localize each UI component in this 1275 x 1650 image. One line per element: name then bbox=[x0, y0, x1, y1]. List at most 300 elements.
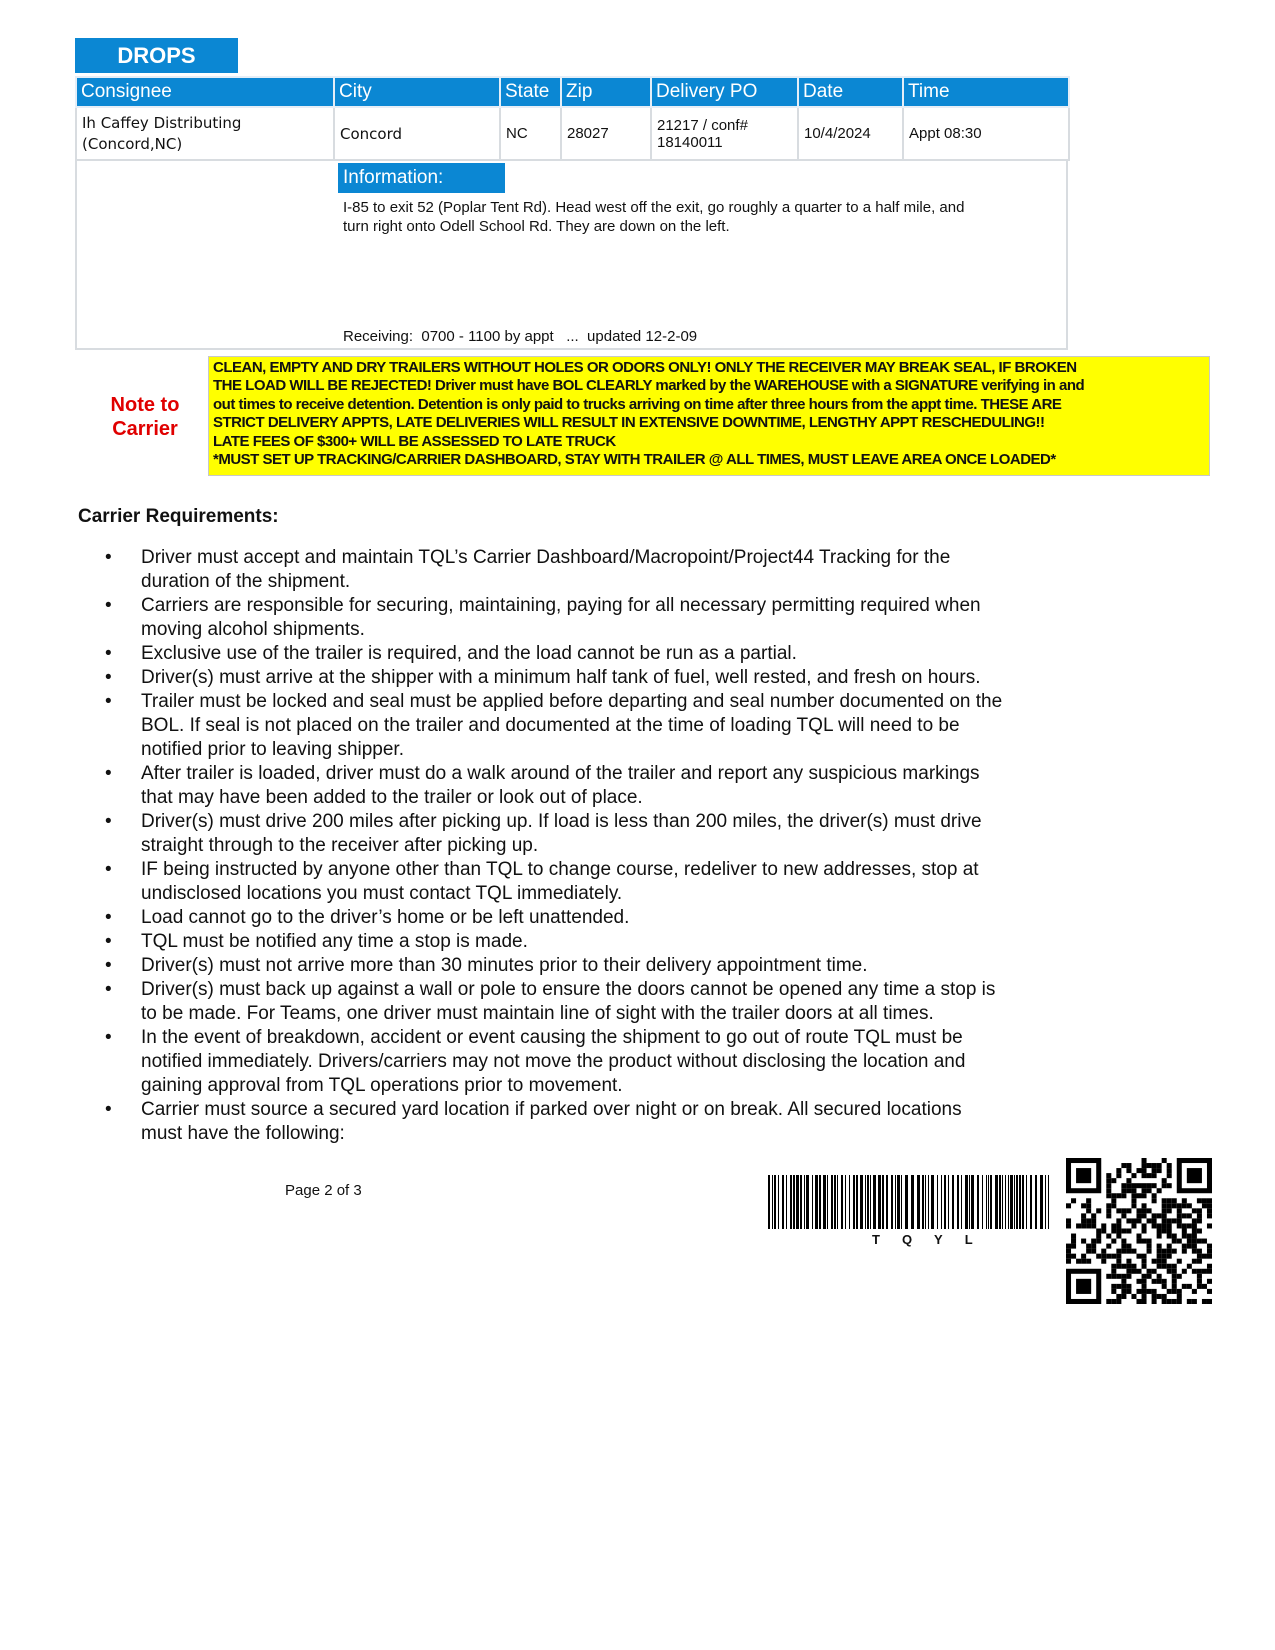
barcode-bar bbox=[867, 1175, 869, 1229]
barcode-bar bbox=[931, 1175, 934, 1229]
qr-module bbox=[1136, 1254, 1141, 1259]
qr-module bbox=[1136, 1289, 1141, 1294]
note-line: LATE FEES OF $300+ WILL BE ASSESSED TO LATE TRUCK bbox=[213, 432, 616, 450]
requirement-line: After trailer is loaded, driver must do a walk around of the trailer and report any suspicious markings bbox=[141, 763, 980, 784]
time-cell: Appt 08:30 bbox=[903, 107, 1069, 160]
barcode-bar bbox=[999, 1175, 1001, 1229]
barcode-bar bbox=[988, 1175, 989, 1229]
qr-module bbox=[1162, 1254, 1167, 1259]
qr-module bbox=[1192, 1228, 1197, 1233]
qr-module bbox=[1101, 1223, 1106, 1228]
qr-module bbox=[1066, 1203, 1071, 1208]
bullet-icon: • bbox=[105, 643, 112, 664]
barcode-bar bbox=[834, 1175, 836, 1229]
qr-module bbox=[1167, 1168, 1172, 1173]
qr-module bbox=[1142, 1208, 1147, 1213]
qr-module bbox=[1157, 1163, 1162, 1168]
qr-module bbox=[1126, 1163, 1131, 1168]
qr-module bbox=[1197, 1249, 1202, 1254]
qr-module bbox=[1131, 1183, 1136, 1188]
col-header-date: Date bbox=[798, 77, 903, 107]
requirement-item bbox=[100, 954, 1090, 978]
qr-module bbox=[1142, 1163, 1147, 1168]
qr-module bbox=[1111, 1289, 1116, 1294]
barcode-bar bbox=[768, 1175, 770, 1229]
consignee-name: Ih Caffey Distributing bbox=[82, 113, 242, 132]
barcode-bar bbox=[937, 1175, 938, 1229]
qr-module bbox=[1207, 1213, 1212, 1218]
barcode-bar bbox=[995, 1175, 998, 1229]
qr-module bbox=[1202, 1203, 1207, 1208]
qr-module bbox=[1136, 1299, 1141, 1304]
qr-module bbox=[1147, 1163, 1152, 1168]
qr-module bbox=[1167, 1234, 1172, 1239]
qr-module bbox=[1131, 1264, 1136, 1269]
qr-module bbox=[1126, 1183, 1131, 1188]
qr-module bbox=[1116, 1264, 1121, 1269]
barcode-image bbox=[768, 1175, 1058, 1231]
delivery-po-cell bbox=[651, 107, 798, 160]
qr-module bbox=[1172, 1264, 1177, 1269]
carrier-requirements-title: Carrier Requirements: bbox=[78, 506, 279, 527]
qr-module bbox=[1167, 1244, 1172, 1249]
information-box bbox=[75, 161, 1068, 350]
qr-module bbox=[1096, 1234, 1101, 1239]
requirement-line: notified immediately. Drivers/carriers may not move the product without disclosing the location and bbox=[141, 1051, 966, 1072]
requirement-line: Driver must accept and maintain TQL’s Carrier Dashboard/Macropoint/Project44 Tracking for the bbox=[141, 547, 951, 568]
qr-module bbox=[1126, 1244, 1131, 1249]
qr-module bbox=[1126, 1289, 1131, 1294]
qr-module bbox=[1192, 1299, 1197, 1304]
table-row bbox=[76, 107, 1069, 160]
qr-module bbox=[1147, 1244, 1152, 1249]
qr-module bbox=[1182, 1234, 1187, 1239]
barcode-bar bbox=[845, 1175, 846, 1229]
qr-module bbox=[1111, 1299, 1116, 1304]
qr-module bbox=[1116, 1193, 1121, 1198]
qr-module bbox=[1106, 1173, 1111, 1178]
qr-module bbox=[1147, 1208, 1152, 1213]
note-line: *MUST SET UP TRACKING/CARRIER DASHBOARD, STAY WITH TRAILER @ ALL TIMES, MUST LEAVE AREA ONCE LOADED* bbox=[213, 451, 1056, 469]
bullet-icon: • bbox=[105, 763, 112, 784]
qr-module bbox=[1177, 1239, 1182, 1244]
information-header: Information: bbox=[338, 163, 505, 193]
requirement-item bbox=[100, 690, 1090, 762]
barcode-bar bbox=[860, 1175, 863, 1229]
requirement-item bbox=[100, 1026, 1090, 1098]
qr-module bbox=[1076, 1259, 1081, 1264]
barcode-bar bbox=[1002, 1175, 1003, 1229]
barcode-bar bbox=[1022, 1175, 1024, 1229]
qr-module bbox=[1091, 1239, 1096, 1244]
qr-module bbox=[1162, 1279, 1167, 1284]
qr-module bbox=[1106, 1203, 1111, 1208]
qr-module bbox=[1086, 1198, 1091, 1203]
qr-module bbox=[1111, 1274, 1116, 1279]
barcode-bar bbox=[790, 1175, 792, 1229]
barcode-bar bbox=[1045, 1175, 1046, 1229]
bullet-icon: • bbox=[105, 1027, 112, 1048]
qr-module bbox=[1162, 1264, 1167, 1269]
delivery-po-line1: 21217 / conf# bbox=[657, 116, 748, 134]
requirement-line: Carrier must source a secured yard location if parked over night or on break. All secured locations bbox=[141, 1099, 962, 1120]
qr-module bbox=[1147, 1289, 1152, 1294]
qr-module bbox=[1126, 1218, 1131, 1223]
qr-module bbox=[1091, 1218, 1096, 1223]
qr-module bbox=[1207, 1289, 1212, 1294]
barcode-bar bbox=[882, 1175, 884, 1229]
qr-module bbox=[1086, 1223, 1091, 1228]
requirement-line: duration of the shipment. bbox=[141, 571, 351, 592]
barcode-bar bbox=[772, 1175, 773, 1229]
qr-module bbox=[1207, 1254, 1212, 1259]
qr-module bbox=[1197, 1228, 1202, 1233]
qr-module bbox=[1121, 1183, 1126, 1188]
qr-module bbox=[1111, 1239, 1116, 1244]
qr-module bbox=[1172, 1279, 1177, 1284]
barcode-bar bbox=[827, 1175, 828, 1229]
qr-module bbox=[1187, 1299, 1192, 1304]
barcode-bar bbox=[793, 1175, 795, 1229]
barcode-bar bbox=[901, 1175, 902, 1229]
barcode-bar bbox=[905, 1175, 908, 1229]
qr-module bbox=[1116, 1254, 1121, 1259]
qr-module bbox=[1182, 1249, 1187, 1254]
qr-module bbox=[1081, 1223, 1086, 1228]
barcode-bar bbox=[812, 1175, 813, 1229]
qr-module bbox=[1081, 1254, 1086, 1259]
qr-module bbox=[1126, 1188, 1131, 1193]
barcode-bar bbox=[986, 1175, 987, 1229]
qr-module bbox=[1136, 1168, 1141, 1173]
requirement-line: gaining approval from TQL operations prior to movement. bbox=[141, 1075, 623, 1096]
qr-module bbox=[1101, 1254, 1106, 1259]
barcode-bar bbox=[957, 1175, 959, 1229]
requirement-line: undisclosed locations you must contact TQL immediately. bbox=[141, 883, 623, 904]
qr-module bbox=[1142, 1289, 1147, 1294]
qr-module bbox=[1142, 1188, 1147, 1193]
barcode-bar bbox=[819, 1175, 821, 1229]
qr-module bbox=[1172, 1284, 1177, 1289]
qr-module bbox=[1121, 1244, 1126, 1249]
qr-module bbox=[1157, 1168, 1162, 1173]
qr-module bbox=[1116, 1218, 1121, 1223]
qr-module bbox=[1142, 1284, 1147, 1289]
barcode-bar bbox=[1014, 1175, 1015, 1229]
qr-module bbox=[1136, 1193, 1141, 1198]
qr-module bbox=[1202, 1254, 1207, 1259]
qr-module bbox=[1182, 1269, 1187, 1274]
barcode-bar bbox=[815, 1175, 818, 1229]
qr-module bbox=[1167, 1198, 1172, 1203]
qr-module bbox=[1121, 1188, 1126, 1193]
note-line: out times to receive detention. Detention is only paid to trucks arriving on time after three hours from the appt time. THESE ARE bbox=[213, 395, 1062, 413]
qr-module bbox=[1157, 1244, 1162, 1249]
qr-module bbox=[1187, 1284, 1192, 1289]
qr-module bbox=[1136, 1183, 1141, 1188]
qr-module bbox=[1172, 1198, 1177, 1203]
requirement-line: to be made. For Teams, one driver must maintain line of sight with the trailer doors at all times. bbox=[141, 1003, 934, 1024]
note-to-carrier-label bbox=[95, 393, 195, 441]
qr-module bbox=[1111, 1193, 1116, 1198]
qr-module bbox=[1121, 1289, 1126, 1294]
requirement-item bbox=[100, 930, 1090, 954]
bullet-icon: • bbox=[105, 859, 112, 880]
barcode-bar bbox=[982, 1175, 983, 1229]
qr-module bbox=[1131, 1294, 1136, 1299]
qr-module bbox=[1207, 1249, 1212, 1254]
qr-module bbox=[1136, 1218, 1141, 1223]
qr-module bbox=[1152, 1173, 1157, 1178]
qr-module bbox=[1116, 1274, 1121, 1279]
zip-cell: 28027 bbox=[561, 107, 651, 160]
qr-module bbox=[1147, 1269, 1152, 1274]
qr-module bbox=[1157, 1223, 1162, 1228]
qr-module bbox=[1207, 1244, 1212, 1249]
note-to-carrier-box bbox=[208, 356, 1210, 476]
barcode-bar bbox=[917, 1175, 920, 1229]
qr-module bbox=[1121, 1228, 1126, 1233]
barcode-bar bbox=[1005, 1175, 1006, 1229]
barcode-bar bbox=[1048, 1175, 1049, 1229]
qr-module bbox=[1152, 1183, 1157, 1188]
qr-module bbox=[1142, 1228, 1147, 1233]
qr-module bbox=[1167, 1203, 1172, 1208]
qr-module bbox=[1076, 1223, 1081, 1228]
barcode-bar bbox=[948, 1175, 949, 1229]
bullet-icon: • bbox=[105, 811, 112, 832]
requirement-line: must have the following: bbox=[141, 1123, 345, 1144]
qr-module bbox=[1126, 1269, 1131, 1274]
qr-module bbox=[1162, 1178, 1167, 1183]
requirement-line: Trailer must be locked and seal must be applied before departing and seal number documented on the bbox=[141, 691, 1003, 712]
qr-module bbox=[1111, 1223, 1116, 1228]
qr-module bbox=[1116, 1259, 1121, 1264]
barcode-bar bbox=[800, 1175, 802, 1229]
qr-finder bbox=[1187, 1168, 1202, 1183]
qr-module bbox=[1136, 1213, 1141, 1218]
consignee-cell bbox=[76, 107, 334, 160]
qr-module bbox=[1192, 1218, 1197, 1223]
requirement-item bbox=[100, 762, 1090, 810]
date-cell: 10/4/2024 bbox=[798, 107, 903, 160]
qr-module bbox=[1177, 1213, 1182, 1218]
barcode-bar bbox=[778, 1175, 779, 1229]
requirement-line: Load cannot go to the driver’s home or be left unattended. bbox=[141, 907, 630, 928]
barcode-bar bbox=[1010, 1175, 1013, 1229]
qr-module bbox=[1106, 1178, 1111, 1183]
qr-module bbox=[1142, 1264, 1147, 1269]
barcode-bar bbox=[856, 1175, 858, 1229]
qr-module bbox=[1162, 1203, 1167, 1208]
qr-module bbox=[1162, 1294, 1167, 1299]
barcode-bar bbox=[837, 1175, 838, 1229]
qr-module bbox=[1147, 1218, 1152, 1223]
drops-table bbox=[75, 76, 1070, 161]
qr-module bbox=[1121, 1213, 1126, 1218]
qr-module bbox=[1162, 1249, 1167, 1254]
requirement-item bbox=[100, 978, 1090, 1026]
qr-module bbox=[1207, 1279, 1212, 1284]
qr-module bbox=[1142, 1239, 1147, 1244]
qr-module bbox=[1207, 1223, 1212, 1228]
qr-module bbox=[1167, 1299, 1172, 1304]
qr-module bbox=[1177, 1299, 1182, 1304]
barcode-bar bbox=[870, 1175, 871, 1229]
qr-module bbox=[1081, 1203, 1086, 1208]
qr-module bbox=[1116, 1223, 1121, 1228]
qr-module bbox=[1096, 1228, 1101, 1233]
bullet-icon: • bbox=[105, 979, 112, 1000]
barcode-bar bbox=[886, 1175, 888, 1229]
qr-module bbox=[1106, 1208, 1111, 1213]
qr-module bbox=[1106, 1274, 1111, 1279]
qr-module bbox=[1142, 1294, 1147, 1299]
bullet-icon: • bbox=[105, 547, 112, 568]
qr-module bbox=[1157, 1228, 1162, 1233]
qr-module bbox=[1142, 1213, 1147, 1218]
qr-module bbox=[1066, 1223, 1071, 1228]
qr-module bbox=[1172, 1249, 1177, 1254]
qr-module bbox=[1167, 1163, 1172, 1168]
qr-module bbox=[1116, 1249, 1121, 1254]
qr-module bbox=[1101, 1228, 1106, 1233]
qr-module bbox=[1106, 1188, 1111, 1193]
requirement-line: Driver(s) must back up against a wall or pole to ensure the doors cannot be opened any time a stop is bbox=[141, 979, 996, 1000]
barcode-bar bbox=[1040, 1175, 1043, 1229]
qr-module bbox=[1111, 1203, 1116, 1208]
qr-code-image bbox=[1066, 1158, 1212, 1304]
qr-module bbox=[1066, 1244, 1071, 1249]
qr-module bbox=[1177, 1223, 1182, 1228]
qr-module bbox=[1147, 1173, 1152, 1178]
qr-module bbox=[1152, 1198, 1157, 1203]
barcode-bar bbox=[1019, 1175, 1021, 1229]
qr-module bbox=[1152, 1213, 1157, 1218]
qr-module bbox=[1116, 1228, 1121, 1233]
qr-module bbox=[1147, 1183, 1152, 1188]
qr-module bbox=[1121, 1274, 1126, 1279]
qr-module bbox=[1177, 1259, 1182, 1264]
qr-module bbox=[1126, 1208, 1131, 1213]
qr-module bbox=[1192, 1249, 1197, 1254]
barcode-bar bbox=[831, 1175, 833, 1229]
barcode-bar bbox=[796, 1175, 799, 1229]
barcode-bar bbox=[1030, 1175, 1032, 1229]
qr-module bbox=[1152, 1259, 1157, 1264]
requirement-line: BOL. If seal is not placed on the trailer and documented at the time of loading TQL will need to be bbox=[141, 715, 960, 736]
qr-module bbox=[1071, 1234, 1076, 1239]
qr-module bbox=[1091, 1213, 1096, 1218]
qr-module bbox=[1136, 1208, 1141, 1213]
qr-module bbox=[1116, 1168, 1121, 1173]
qr-module bbox=[1162, 1299, 1167, 1304]
qr-module bbox=[1187, 1244, 1192, 1249]
qr-module bbox=[1116, 1234, 1121, 1239]
barcode-bar bbox=[897, 1175, 900, 1229]
barcode-bar bbox=[1016, 1175, 1018, 1229]
bullet-icon: • bbox=[105, 1099, 112, 1120]
qr-module bbox=[1086, 1208, 1091, 1213]
qr-module bbox=[1197, 1213, 1202, 1218]
qr-module bbox=[1121, 1284, 1126, 1289]
qr-module bbox=[1167, 1228, 1172, 1233]
qr-module bbox=[1121, 1294, 1126, 1299]
barcode-bar bbox=[774, 1175, 776, 1229]
qr-module bbox=[1167, 1289, 1172, 1294]
qr-module bbox=[1086, 1244, 1091, 1249]
qr-module bbox=[1207, 1264, 1212, 1269]
requirement-line: Carriers are responsible for securing, maintaining, paying for all necessary permitting required when bbox=[141, 595, 981, 616]
qr-module bbox=[1172, 1269, 1177, 1274]
qr-module bbox=[1202, 1239, 1207, 1244]
qr-module bbox=[1192, 1269, 1197, 1274]
qr-module bbox=[1162, 1259, 1167, 1264]
qr-module bbox=[1167, 1269, 1172, 1274]
barcode-bar bbox=[1035, 1175, 1037, 1229]
qr-module bbox=[1086, 1203, 1091, 1208]
qr-module bbox=[1177, 1208, 1182, 1213]
qr-module bbox=[1142, 1183, 1147, 1188]
qr-module bbox=[1101, 1259, 1106, 1264]
note-line: THE LOAD WILL BE REJECTED! Driver must have BOL CLEARLY marked by the WAREHOUSE with a SIGNATURE verifying in and bbox=[213, 377, 1085, 395]
qr-module bbox=[1131, 1193, 1136, 1198]
qr-module bbox=[1192, 1223, 1197, 1228]
qr-module bbox=[1136, 1234, 1141, 1239]
requirement-item bbox=[100, 810, 1090, 858]
qr-module bbox=[1202, 1198, 1207, 1203]
col-header-delivery-po: Delivery PO bbox=[651, 77, 798, 107]
requirement-line: Driver(s) must not arrive more than 30 minutes prior to their delivery appointment time. bbox=[141, 955, 868, 976]
qr-module bbox=[1172, 1203, 1177, 1208]
qr-module bbox=[1197, 1239, 1202, 1244]
barcode-bar bbox=[969, 1175, 970, 1229]
qr-module bbox=[1071, 1254, 1076, 1259]
col-header-time: Time bbox=[903, 77, 1069, 107]
qr-module bbox=[1162, 1223, 1167, 1228]
requirement-item bbox=[100, 1098, 1090, 1146]
qr-finder bbox=[1076, 1279, 1091, 1294]
barcode-bar bbox=[952, 1175, 954, 1229]
page-number: Page 2 of 3 bbox=[285, 1182, 362, 1199]
barcode-text: TQYL bbox=[872, 1232, 995, 1247]
qr-module bbox=[1152, 1289, 1157, 1294]
qr-module bbox=[1182, 1244, 1187, 1249]
qr-module bbox=[1187, 1264, 1192, 1269]
qr-module bbox=[1192, 1289, 1197, 1294]
barcode-bar bbox=[928, 1175, 929, 1229]
col-header-city: City bbox=[334, 77, 500, 107]
qr-module bbox=[1157, 1279, 1162, 1284]
qr-module bbox=[1121, 1249, 1126, 1254]
qr-module bbox=[1066, 1254, 1071, 1259]
qr-module bbox=[1192, 1239, 1197, 1244]
qr-module bbox=[1142, 1254, 1147, 1259]
qr-module bbox=[1081, 1218, 1086, 1223]
qr-module bbox=[1152, 1279, 1157, 1284]
qr-module bbox=[1152, 1163, 1157, 1168]
qr-module bbox=[1177, 1218, 1182, 1223]
requirement-line: straight through to the receiver after picking up. bbox=[141, 835, 539, 856]
requirement-line: moving alcohol shipments. bbox=[141, 619, 365, 640]
qr-module bbox=[1106, 1244, 1111, 1249]
qr-module bbox=[1071, 1239, 1076, 1244]
qr-module bbox=[1111, 1198, 1116, 1203]
carrier-requirements-list bbox=[100, 546, 1090, 1146]
bullet-icon: • bbox=[105, 931, 112, 952]
barcode-bar bbox=[804, 1175, 805, 1229]
qr-module bbox=[1177, 1274, 1182, 1279]
